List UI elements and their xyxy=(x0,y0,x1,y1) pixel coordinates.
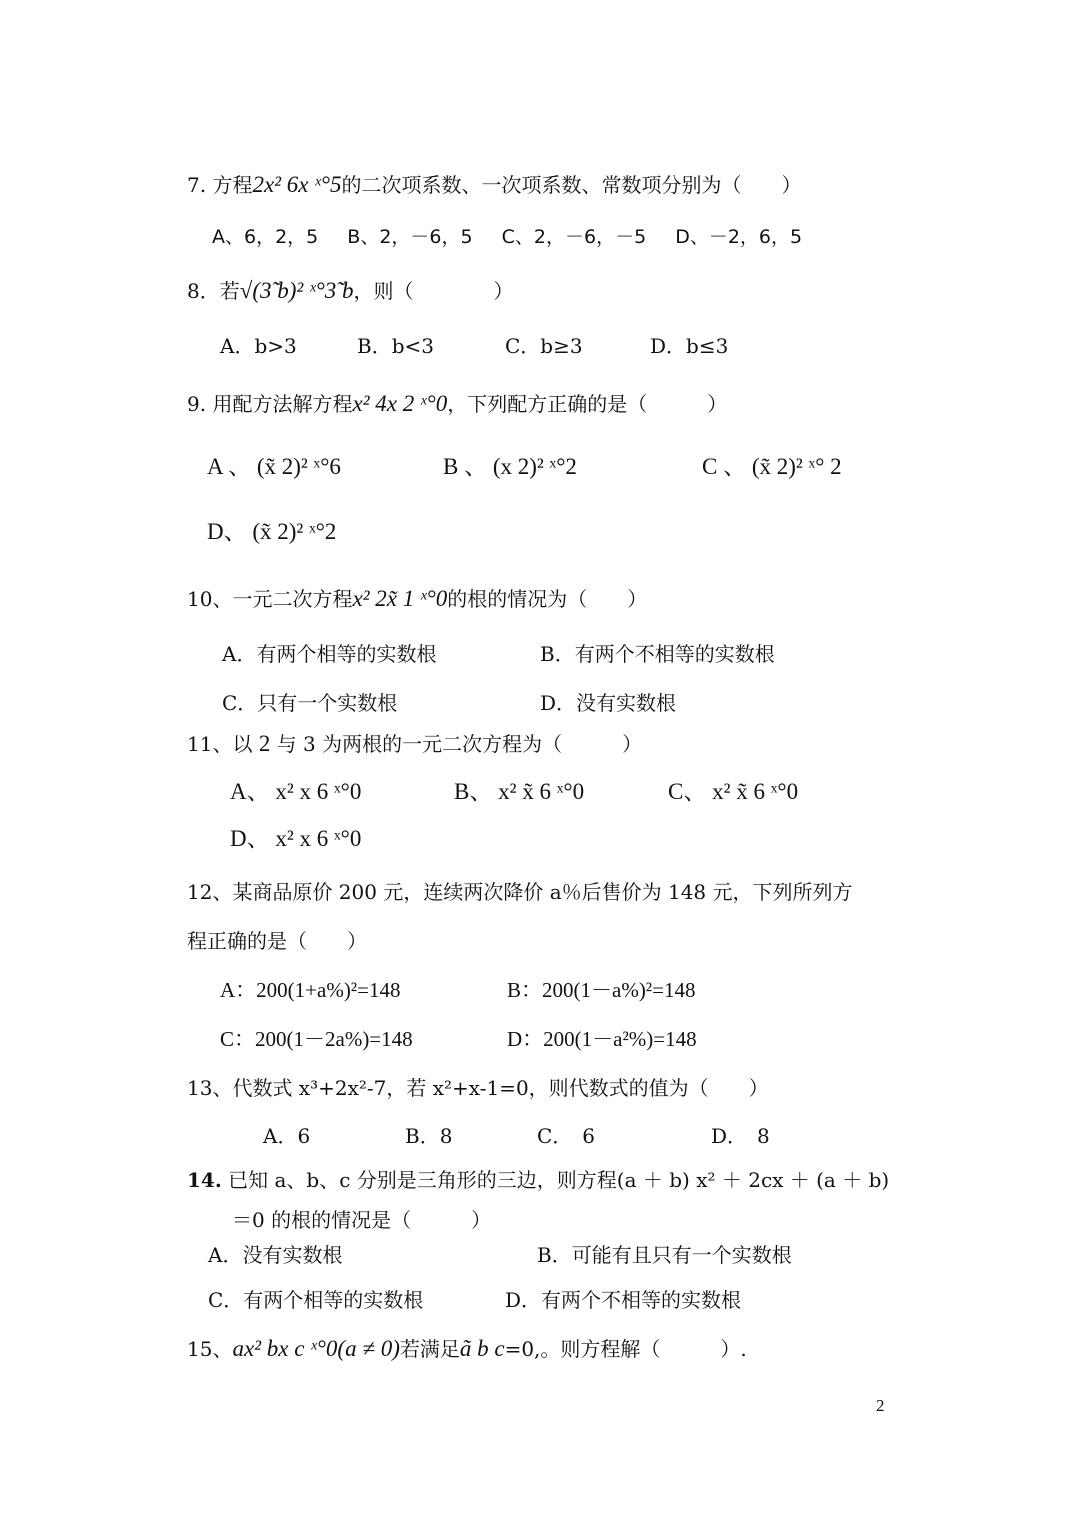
q10-option-c: C．只有一个实数根 xyxy=(222,691,398,715)
q7-equation: 2x² 6x ˣ°5 xyxy=(252,172,342,197)
q9-equation: x² 4x 2 ˣ°0 xyxy=(352,391,448,416)
q13-option-b: B．8 xyxy=(405,1124,453,1148)
q10-option-d: D．没有实数根 xyxy=(540,691,677,715)
q9-option-c: C 、 (x̃ 2)² ˣ° 2 xyxy=(702,454,842,479)
q13-option-a: A．6 xyxy=(263,1124,311,1148)
q12-option-b: B：200(1－a%)²=148 xyxy=(507,978,696,1002)
q11-root: 2 xyxy=(258,731,271,756)
q14-option-d: D．有两个不相等的实数根 xyxy=(505,1288,742,1312)
q12-option-c: C：200(1－2a%)=148 xyxy=(220,1027,413,1051)
q9-option-d: D、 (x̃ 2)² ˣ°2 xyxy=(207,519,337,544)
q14-option-b: B．可能有且只有一个实数根 xyxy=(537,1243,792,1267)
q13-option-c: C． 6 xyxy=(537,1124,596,1148)
q14-option-c: C．有两个相等的实数根 xyxy=(208,1288,424,1312)
page-number: 2 xyxy=(876,1396,885,1415)
q9-option-a: A 、 (x̃ 2)² ˣ°6 xyxy=(207,454,341,479)
q14-stem-line2: ＝0 的根的情况是（ ） xyxy=(232,1208,492,1232)
q14-number: 14. xyxy=(187,1168,222,1192)
q12-stem-line1: 12、某商品原价 200 元，连续两次降价 a％后售价为 148 元，下列所列方 xyxy=(187,880,853,904)
q11-option-b: B、 x² x̃ 6 ˣ°0 xyxy=(454,779,585,804)
q8-option-b: B．b<3 xyxy=(357,334,434,358)
q15-condition: ã b c xyxy=(459,1336,505,1361)
q9-option-b: B 、 (x 2)² ˣ°2 xyxy=(443,454,577,479)
q10-equation: x² 2x̃ 1 ˣ°0 xyxy=(352,586,448,611)
q8-option-d: D．b≤3 xyxy=(650,334,729,358)
q12-option-d: D：200(1－a²%)=148 xyxy=(507,1027,697,1051)
q12-stem-line2: 程正确的是（ ） xyxy=(187,929,367,953)
q11-stem: 11、以 2 与 3 为两根的一元二次方程为（ ） xyxy=(187,731,643,756)
q14-option-a: A．没有实数根 xyxy=(208,1243,343,1267)
q8-option-a: A．b>3 xyxy=(220,334,297,358)
q13-option-d: D． 8 xyxy=(711,1124,770,1148)
q11-option-a: A、 x² x 6 ˣ°0 xyxy=(230,779,362,804)
q12-option-a: A：200(1+a%)²=148 xyxy=(220,978,401,1002)
q8-expression: √(3̃ b)² ˣ°3̃ b xyxy=(239,278,354,303)
q8-option-c: C．b≥3 xyxy=(505,334,583,358)
q10-option-a: A．有两个相等的实数根 xyxy=(222,642,437,666)
q13-stem: 13、代数式 x³+2x²-7，若 x²+x-1=0，则代数式的值为（ ） xyxy=(187,1076,769,1100)
q15-equation: ax² bx c ˣ°0(a ≠ 0) xyxy=(232,1336,400,1361)
q10-stem: 10、一元二次方程x² 2x̃ 1 ˣ°0的根的情况为（ ） xyxy=(187,586,648,611)
q9-stem: 9. 用配方法解方程x² 4x 2 ˣ°0，下列配方正确的是（ ） xyxy=(187,391,728,416)
q14-stem-line1: 14. 已知 a、b、c 分别是三角形的三边，则方程(a ＋ b) x² ＋ 2cx ＋ (a ＋ b) xyxy=(187,1168,890,1192)
q10-option-b: B．有两个不相等的实数根 xyxy=(540,642,775,666)
q7-stem: 7. 方程2x² 6x ˣ°5的二次项系数、一次项系数、常数项分别为（ ） xyxy=(187,172,802,197)
q11-option-d: D、 x² x 6 ˣ°0 xyxy=(230,826,362,851)
q7-options: A、6，2，5 B、2，－6，5 C、2，－6，－5 D、－2，6，5 xyxy=(212,226,803,248)
q8-stem: 8．若√(3̃ b)² ˣ°3̃ b，则（ ） xyxy=(187,278,514,303)
q15-stem: 15、ax² bx c ˣ°0(a ≠ 0)若满足ã b c=0,。则方程解（ ）. xyxy=(187,1336,747,1361)
q11-option-c: C、 x² x̃ 6 ˣ°0 xyxy=(668,779,799,804)
